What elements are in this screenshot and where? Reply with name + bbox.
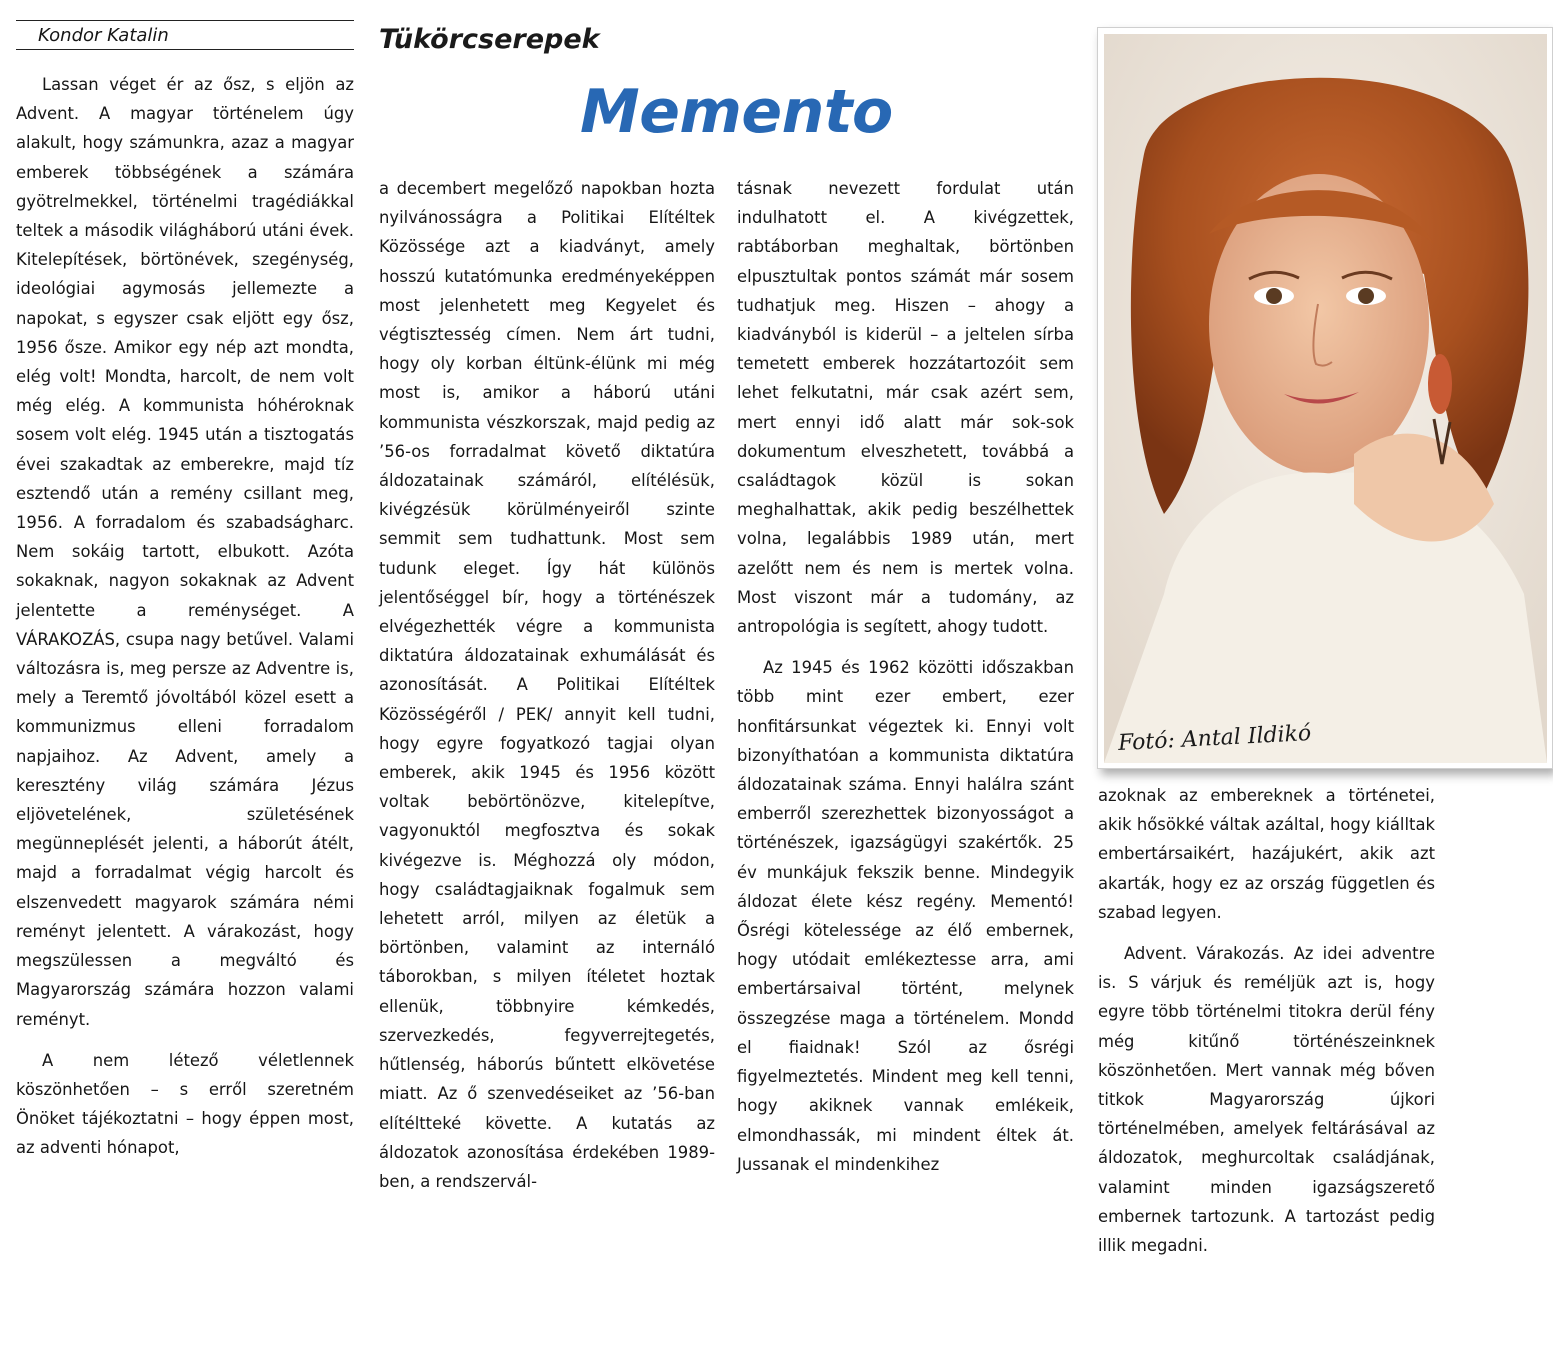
paragraph: Az 1945 és 1962 közötti időszakban több mint ezer embert, ezer honfitársunkat végeztek ki. Ennyi volt bizonyíthatóan a kommunista diktatúra áldozatainak száma. Ennyi halálra szánt emberről szerezhettek bizonyosságot a történészek, igazságügyi szakértők. 25 év munkájuk fekszik benne. Mindegyik áldozat élete kész regény. Mementó! Ősrégi kötelessége az élő embernek, hogy utódait emlékeztesse arra, ami embertársaival történt, melynek összegzése maga a történelem. Mondd el fiaidnak! Szól az ősrégi figyelmeztetés. Mindent meg kell tenni, hogy akiknek vannak emlékeik, elmondhassák, mi mindent éltek át. Jussanak el mindenkihez: [737, 658, 1074, 1174]
article-column-2: [379, 174, 715, 1208]
article-title: Memento: [580, 77, 893, 147]
section-label: Tükörcserepek: [379, 24, 600, 55]
paragraph: azoknak az embereknek a történetei, akik hősökké váltak azáltal, hogy kiálltak embertársaikért, hazájukért, akik azt akarták, hogy ez az ország független és szabad legyen.: [1098, 786, 1435, 922]
photo-credit: Fotó: Antal Ildikó: [1117, 720, 1312, 757]
portrait-illustration: [1104, 34, 1547, 763]
author-portrait-photo: [1104, 34, 1547, 763]
paragraph: A nem létező véletlennek köszönhetően – s erről szeretném Önöket tájékoztatni – hogy éppen most, az adventi hónapot,: [16, 1050, 354, 1158]
author-name: Kondor Katalin: [38, 25, 169, 46]
paragraph: a decembert megelőző napokban hozta nyilvánosságra a Politikai Elítéltek Közössége azt a kiadványt, amely hosszú kutatómunka eredményeképpen most jelenhetett meg Kegyelet és végtisztesség címen. Nem árt tudni, hogy oly korban éltünk-élünk mi még most is, amikor a háború utáni kommunista vészkorszak, majd pedig az ’56-os forradalmat követő diktatúra áldozatainak számáról, elítélésük, kivégzésük körülményeiről szinte semmit sem tudhattunk. Most sem tudunk eleget. Így hát különös jelentőséggel bír, hogy a történészek elvégezhették végre a kommunista diktatúra áldozatainak exhumálását és azonosítását. A Politikai Elítéltek Közösségéről / PEK/ annyit kell tudni, hogy egyre fogyatkozó tagjai olyan emberek, akik 1945 és 1956 között voltak bebörtönözve, kitelepítve, vagyonuktól megfosztva és sokak kivégezve is. Méghozzá oly módon, hogy családtagjaiknak fogalmuk sem lehetett arról, milyen az életük a börtönben, valamint az internáló táborokban, s milyen ítéletet hoztak ellenük, többnyire kémkedés, szervezkedés, fegyverrejtegetés, hűtlenség, háborús bűntett elkövetése miatt. Az ő szenvedéseiket az ’56-ban elítéltteké követte. A kutatás az áldozatok azonosítása érdekében 1989-ben, a rendszervál-: [379, 179, 715, 1191]
article-column-1: [16, 70, 354, 1175]
article-column-3: [737, 174, 1074, 1191]
author-photo-frame: [1097, 27, 1553, 769]
author-byline: [16, 20, 354, 50]
paragraph: tásnak nevezett fordulat után indulhatott el. A kivégzettek, rabtáborban meghaltak, börtönben elpusztultak pontos számát már sosem tudhatjuk meg. Hiszen – ahogy a kiadványból is kiderül – a jeltelen sírba temetett emberek hozzátartozóit sem lehet felkutatni, már csak azért sem, mert ennyi idő alatt már sok-sok dokumentum elveszhetett, továbbá a családtagok közül is sokan meghalhattak, akik pedig beszélhettek volna, legalábbis 1989 után, mert azelőtt nem és nem is mertek volna. Most viszont már a tudomány, az antropológia is segített, ahogy tudott.: [737, 179, 1074, 637]
paragraph: Lassan véget ér az ősz, s eljön az Advent. A magyar történelem úgy alakult, hogy számunkra, azaz a magyar emberek többségének a számára gyötrelmekkel, történelmi tragédiákkal teltek a második világháború utáni évek. Kitelepítések, börtönévek, szegénység, ideológiai agymosás jellemezte a napokat, s egyszer csak eljött egy ősz, 1956 ősze. Amikor egy nép azt mondta, elég volt! Mondta, harcolt, de nem volt még elég. A kommunista hóhéroknak sosem volt elég. 1945 után a tisztogatás évei szakadtak az emberekre, majd tíz esztendő után a remény csillant meg, 1956. A forradalom és szabadságharc. Nem sokáig tartott, elbukott. Azóta sokaknak, nagyon sokaknak az Advent jelentette a reménységet. A VÁRAKOZÁS, csupa nagy betűvel. Valami változásra is, meg persze az Adventre is, mely a Teremtő jóvoltából közel esett a kommunizmus elleni forradalom napjaihoz. Az Advent, amely a keresztény világ számára Jézus eljövetelének, születésének megünneplését jelenti, a háborút átélt, majd a forradalmat végig harcolt és elszenvedett magyarok számára némi reményt jelentett. A várakozást, hogy megszülessen a megváltó és Magyarország számára hozzon valami reményt.: [16, 75, 354, 1029]
article-column-4: [1098, 781, 1435, 1272]
paragraph: Advent. Várakozás. Az idei adventre is. S várjuk és reméljük azt is, hogy egyre több történelmi titokra derül fény még kitűnő történészeinknek köszönhetően. Mert vannak még bőven titkok Magyarország újkori történelmében, amelyek feltárásával az áldozatok, meghurcoltak családjának, valamint minden igazságszerető embernek tartozunk. A tartozást pedig illik megadni.: [1098, 944, 1435, 1256]
